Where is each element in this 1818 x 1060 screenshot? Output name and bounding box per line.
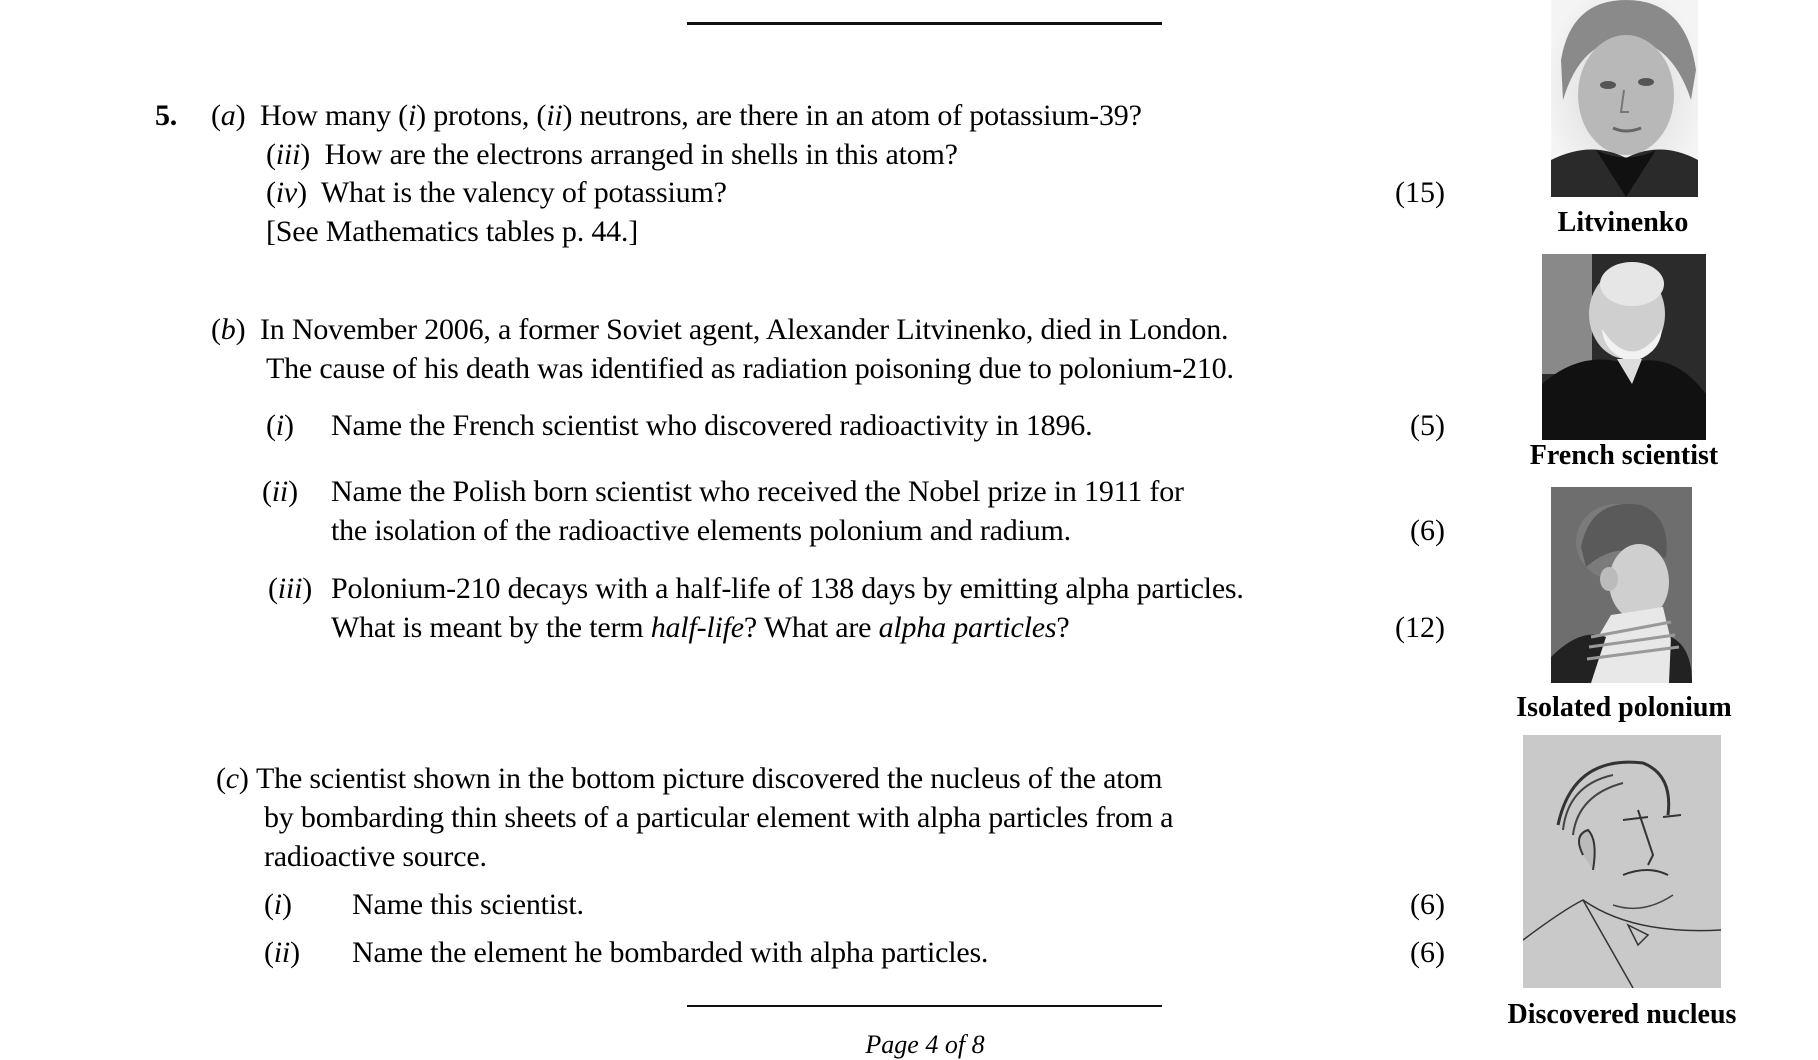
caption-isolated-polonium: Isolated polonium — [1516, 692, 1732, 723]
question-number: 5. — [155, 99, 178, 132]
part-a-iv: (iv) What is the valency of potassium? — [266, 176, 727, 209]
caption-discovered-nucleus: Discovered nucleus — [1507, 999, 1737, 1030]
part-c-line-2: by bombarding thin sheets of a particular element with alpha particles from a — [264, 801, 1174, 834]
part-b-ii-label: (ii) — [262, 475, 298, 508]
part-b-iii-text-1: Polonium-210 decays with a half-life of 138 days by emitting alpha particles. — [331, 572, 1244, 605]
text: What is meant by the term — [331, 611, 651, 644]
marks-b-i: (5) — [1410, 409, 1445, 442]
photo-litvinenko — [1551, 0, 1698, 197]
part-a-note: [See Mathematics tables p. 44.] — [266, 215, 639, 248]
photo-discovered-nucleus — [1523, 735, 1721, 988]
caption-litvinenko: Litvinenko — [1557, 207, 1689, 238]
part-b-label: b — [220, 313, 236, 346]
part-b-ii-text-2: the isolation of the radioactive elements polonium and radium. — [331, 514, 1071, 547]
part-c-i-text: Name this scientist. — [352, 888, 584, 921]
part-c-line-3: radioactive source. — [264, 840, 487, 873]
part-a-text: ) protons, ( — [416, 99, 547, 132]
part-a-iii-text: How are the electrons arranged in shells in this atom? — [324, 138, 958, 171]
part-b-i-text: Name the French scientist who discovered radioactivity in 1896. — [331, 409, 1093, 442]
roman-iii: iii — [277, 572, 303, 605]
page-number: Page 4 of 8 — [865, 1030, 985, 1059]
roman-ii: ii — [273, 936, 291, 969]
text: ? — [1056, 611, 1070, 644]
part-a-text: ) neutrons, are there in an atom of potassium-39? — [562, 99, 1142, 132]
photo-isolated-polonium — [1551, 487, 1692, 683]
part-a-iv-text: What is the valency of potassium? — [320, 176, 727, 209]
part-b-intro-2: The cause of his death was identified as radiation poisoning due to polonium-210. — [266, 352, 1234, 385]
part-b-intro-text: In November 2006, a former Soviet agent, Alexander Litvinenko, died in London. — [260, 313, 1229, 346]
part-b-ii-text-1: Name the Polish born scientist who received the Nobel prize in 1911 for — [331, 475, 1184, 508]
marks-c-i: (6) — [1410, 888, 1445, 921]
marks-b-ii: (6) — [1410, 514, 1445, 547]
part-a-label: a — [220, 99, 236, 132]
marks-b-iii: (12) — [1395, 611, 1445, 644]
part-c-label: c — [225, 762, 239, 795]
part-b-i-label: (i) — [266, 409, 294, 442]
part-c-text: The scientist shown in the bottom picture discovered the nucleus of the atom — [256, 762, 1163, 795]
roman-i: i — [273, 888, 282, 921]
part-a-line1: (a) How many (i) protons, (ii) neutrons, are there in an atom of potassium-39? — [211, 99, 1142, 132]
part-a-iii: (iii) How are the electrons arranged in shells in this atom? — [266, 138, 958, 171]
part-b-iii-label: (iii) — [268, 572, 312, 605]
part-b-iii-text-2 — [331, 611, 1070, 645]
term-alpha-particles: alpha particles — [878, 611, 1057, 644]
part-c-line-1: (c) The scientist shown in the bottom picture discovered the nucleus of the atom — [216, 762, 1163, 795]
photo-french-scientist — [1542, 254, 1706, 440]
roman-ii: ii — [271, 475, 289, 508]
part-c-ii-label: (ii) — [264, 936, 300, 969]
caption-french-scientist: French scientist — [1529, 440, 1719, 471]
roman-i: i — [407, 99, 417, 132]
text: ? What are — [743, 611, 879, 644]
part-c-ii-text: Name the element he bombarded with alpha particles. — [352, 936, 989, 969]
marks-a: (15) — [1395, 176, 1445, 209]
bottom-divider — [687, 1005, 1162, 1007]
top-divider — [687, 22, 1162, 25]
roman-i: i — [275, 409, 284, 442]
part-b-intro-1: (b) In November 2006, a former Soviet agent, Alexander Litvinenko, died in London. — [211, 313, 1229, 346]
term-half-life: half-life — [650, 611, 744, 644]
part-a-text: How many ( — [260, 99, 408, 132]
marks-c-ii: (6) — [1410, 936, 1445, 969]
part-c-i-label: (i) — [264, 888, 292, 921]
roman-iii: iii — [275, 138, 301, 171]
roman-iv: iv — [275, 176, 298, 209]
roman-ii: ii — [546, 99, 563, 132]
